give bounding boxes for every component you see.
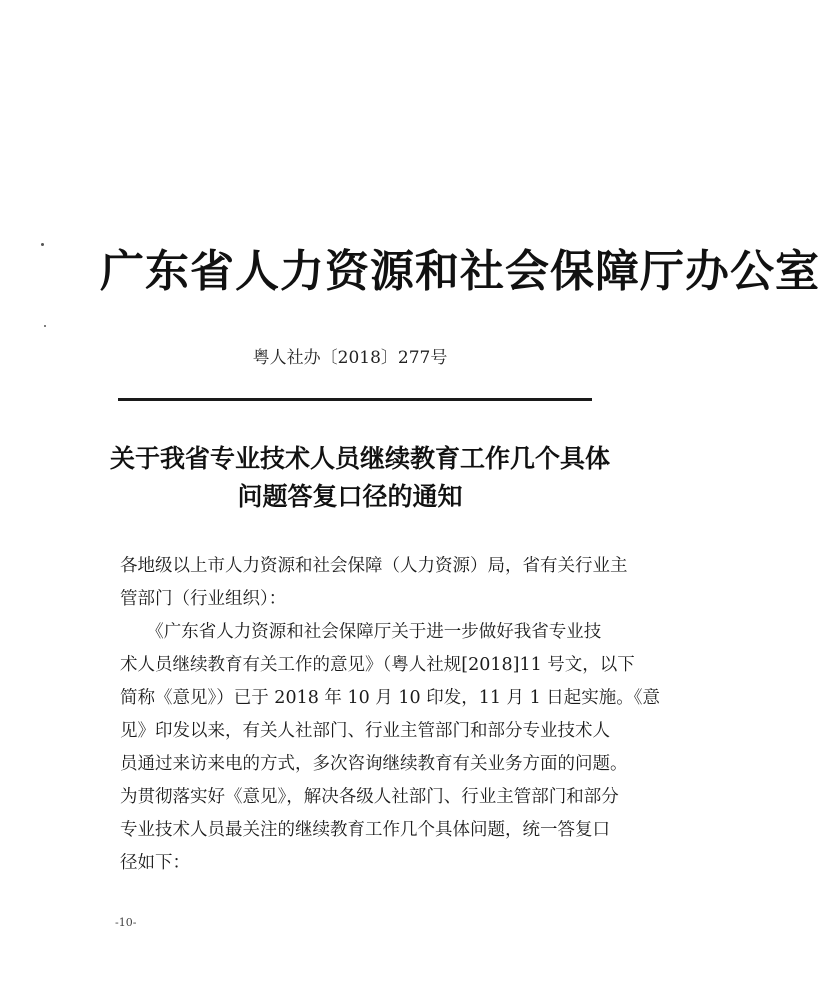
salutation-line: 各地级以上市人力资源和社会保障（人力资源）局，省有关行业主 bbox=[120, 556, 628, 576]
body-line: 《广东省人力资源和社会保障厅关于进一步做好我省专业技 bbox=[120, 622, 602, 642]
salutation-line: 管部门（行业组织）： bbox=[120, 589, 287, 609]
body-line: 简称《意见》）已于 2018 年 10 月 10 印发，11 月 1 日起实施。《意 bbox=[120, 688, 661, 708]
title-line: 问题答复口径的通知 bbox=[237, 482, 463, 511]
salutation bbox=[120, 550, 628, 616]
body-line: 员通过来访来电的方式，多次咨询继续教育有关业务方面的问题。 bbox=[120, 754, 628, 774]
issuing-organization-header: 广东省人力资源和社会保障厅办公室 bbox=[100, 246, 820, 297]
body-line: 见》印发以来，有关人社部门、行业主管部门和部分专业技术人 bbox=[120, 721, 610, 741]
body-line: 专业技术人员最关注的继续教育工作几个具体问题，统一答复口 bbox=[120, 820, 610, 840]
body-line: 术人员继续教育有关工作的意见》（粤人社规[2018]11 号文，以下 bbox=[120, 655, 635, 675]
page-number: -10- bbox=[115, 916, 137, 929]
body-paragraph bbox=[120, 616, 661, 880]
document-body bbox=[120, 550, 661, 880]
body-line: 径如下： bbox=[120, 853, 190, 873]
document-number: 粤人社办〔2018〕277号 bbox=[252, 348, 448, 368]
document-title bbox=[110, 440, 611, 516]
scan-speck bbox=[44, 325, 46, 327]
scan-speck bbox=[41, 243, 44, 246]
body-line: 为贯彻落实好《意见》，解决各级人社部门、行业主管部门和部分 bbox=[120, 787, 619, 807]
title-line: 关于我省专业技术人员继续教育工作几个具体 bbox=[110, 444, 611, 473]
header-divider-line bbox=[118, 398, 592, 401]
